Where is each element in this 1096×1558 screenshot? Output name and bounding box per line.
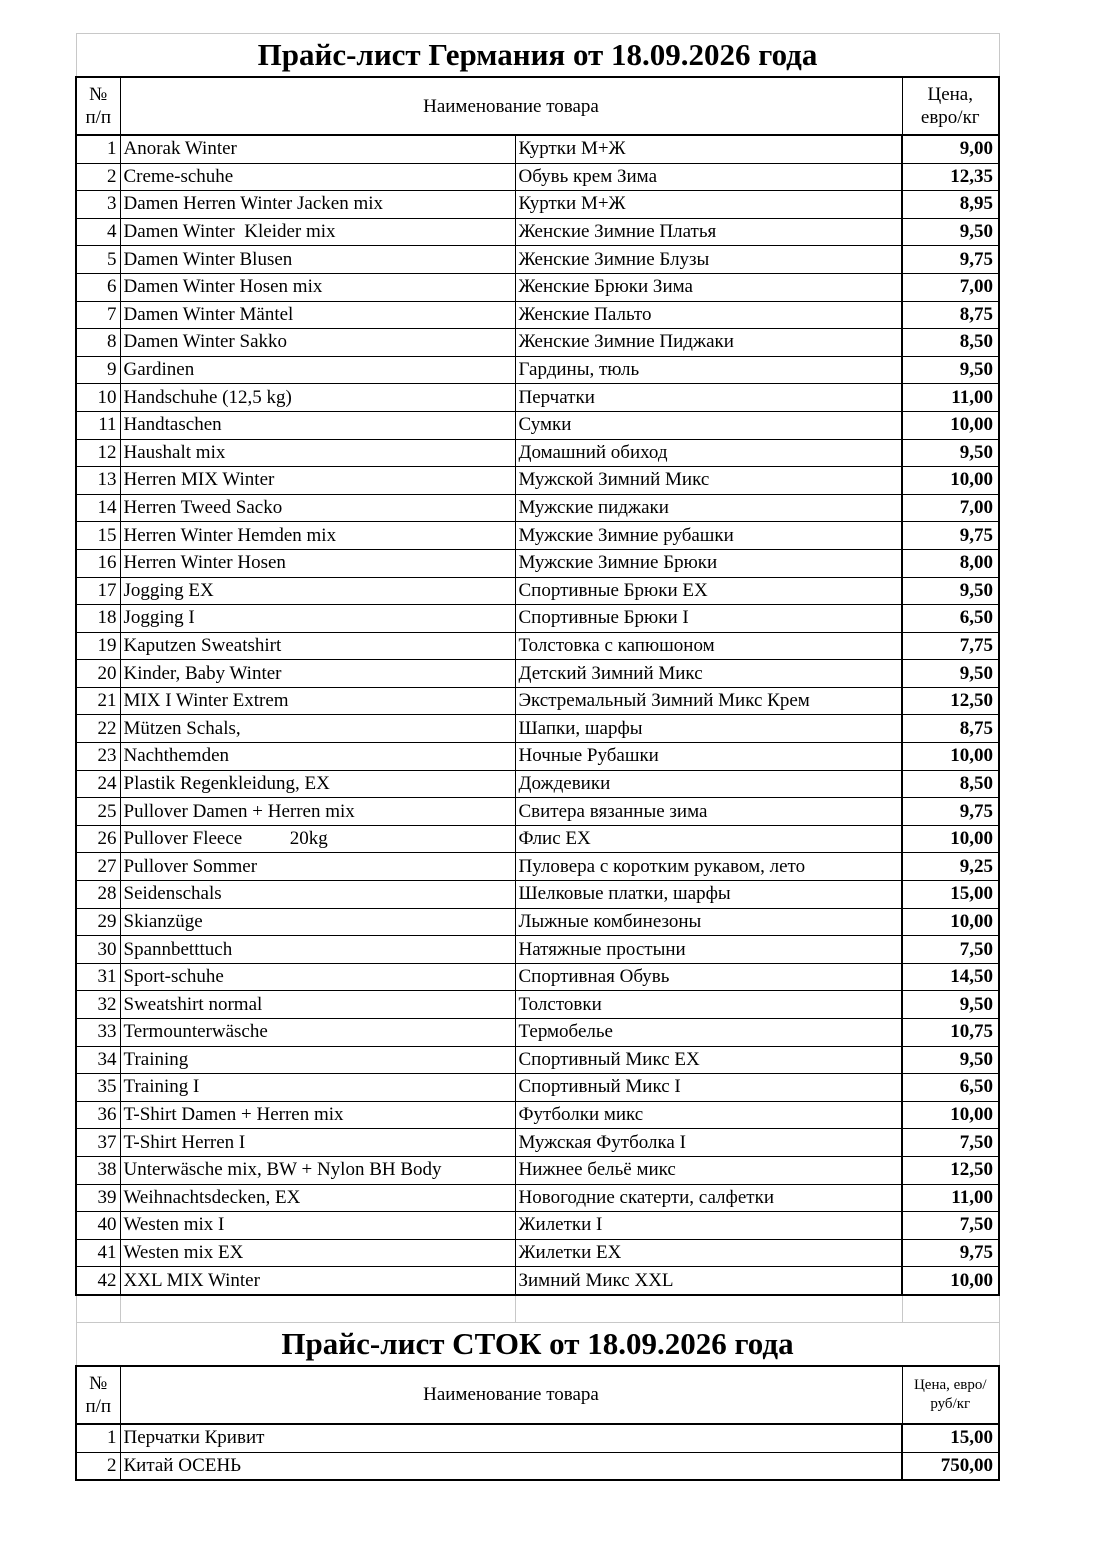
item-name-ru: Шапки, шарфы	[515, 715, 902, 743]
row-number: 18	[76, 605, 120, 633]
item-price: 12,50	[902, 1156, 999, 1184]
spacer-cell	[120, 1295, 515, 1323]
item-name-ru: Женские Пальто	[515, 301, 902, 329]
row-number: 13	[76, 467, 120, 495]
item-name-de: Kinder, Baby Winter	[120, 660, 515, 688]
table-row	[76, 467, 999, 495]
item-price: 8,75	[902, 301, 999, 329]
item-name-ru: Мужские Зимние Брюки	[515, 549, 902, 577]
item-price: 7,50	[902, 1129, 999, 1157]
item-name-de: Nachthemden	[120, 743, 515, 771]
item-name-ru: Толстовка с капюшоном	[515, 632, 902, 660]
table-row	[76, 494, 999, 522]
table-row	[76, 605, 999, 633]
item-price: 10,00	[902, 1267, 999, 1295]
item-name-de: Damen Winter Kleider mix	[120, 218, 515, 246]
row-number: 14	[76, 494, 120, 522]
row-number: 8	[76, 329, 120, 357]
item-name-de: Herren Winter Hemden mix	[120, 522, 515, 550]
row-number: 11	[76, 411, 120, 439]
row-number: 22	[76, 715, 120, 743]
stock-col-header-num-line2: п/п	[85, 1395, 112, 1417]
item-price: 6,50	[902, 605, 999, 633]
item-price: 8,75	[902, 715, 999, 743]
item-name-de: Herren Winter Hosen	[120, 549, 515, 577]
table-row	[76, 798, 999, 826]
table-row	[76, 963, 999, 991]
row-number: 42	[76, 1267, 120, 1295]
item-name-de: T-Shirt Herren I	[120, 1129, 515, 1157]
item-name-ru: Спортивные Брюки ЕХ	[515, 577, 902, 605]
item-name-de: Jogging I	[120, 605, 515, 633]
item-name-de: Seidenschals	[120, 881, 515, 909]
item-name-de: XXL MIX Winter	[120, 1267, 515, 1295]
table-row	[76, 218, 999, 246]
germany-title: Прайс-лист Германия от 18.09.2026 года	[76, 34, 999, 78]
item-name-de: T-Shirt Damen + Herren mix	[120, 1101, 515, 1129]
table-row	[76, 881, 999, 909]
row-number: 1	[76, 1424, 120, 1452]
item-name-ru: Нижнее бельё микс	[515, 1156, 902, 1184]
item-name-de: Gardinen	[120, 356, 515, 384]
stock-item-name: Перчатки Кривит	[120, 1424, 902, 1452]
row-number: 21	[76, 687, 120, 715]
item-price: 9,75	[902, 1239, 999, 1267]
item-name-ru: Свитера вязанные зима	[515, 798, 902, 826]
item-price: 12,35	[902, 163, 999, 191]
item-price: 10,00	[902, 1101, 999, 1129]
item-price: 9,25	[902, 853, 999, 881]
row-number: 3	[76, 191, 120, 219]
row-number: 27	[76, 853, 120, 881]
table-row	[76, 522, 999, 550]
table-row	[76, 991, 999, 1019]
item-name-ru: Ночные Рубашки	[515, 743, 902, 771]
table-row	[76, 356, 999, 384]
table-row	[76, 1156, 999, 1184]
row-number: 10	[76, 384, 120, 412]
item-name-de: Skianzüge	[120, 908, 515, 936]
table-row	[76, 825, 999, 853]
row-number: 19	[76, 632, 120, 660]
price-table	[75, 33, 1000, 1481]
table-row	[76, 191, 999, 219]
item-name-ru: Спортивный Микс ЕХ	[515, 1046, 902, 1074]
col-header-num-line2: п/п	[85, 107, 112, 128]
item-price: 11,00	[902, 384, 999, 412]
stock-col-header-num-line1: №	[89, 1372, 108, 1394]
row-number: 15	[76, 522, 120, 550]
stock-title-row	[76, 1322, 999, 1366]
item-price: 7,50	[902, 1212, 999, 1240]
table-row	[76, 1019, 999, 1047]
item-price: 9,50	[902, 1046, 999, 1074]
item-name-de: Mützen Schals,	[120, 715, 515, 743]
item-name-de: Training I	[120, 1074, 515, 1102]
row-number: 28	[76, 881, 120, 909]
germany-header-row	[76, 77, 999, 135]
stock-col-header-name: Наименование товара	[120, 1366, 902, 1424]
item-name-de: Damen Winter Sakko	[120, 329, 515, 357]
table-row	[76, 301, 999, 329]
row-number: 2	[76, 163, 120, 191]
item-price: 10,00	[902, 908, 999, 936]
row-number: 5	[76, 246, 120, 274]
item-name-de: Anorak Winter	[120, 135, 515, 163]
item-name-ru: Обувь крем Зима	[515, 163, 902, 191]
table-row	[76, 1212, 999, 1240]
item-price: 9,50	[902, 660, 999, 688]
row-number: 26	[76, 825, 120, 853]
item-price: 9,75	[902, 246, 999, 274]
row-number: 9	[76, 356, 120, 384]
item-price: 9,50	[902, 218, 999, 246]
item-name-de: Handtaschen	[120, 411, 515, 439]
row-number: 16	[76, 549, 120, 577]
item-name-ru: Куртки М+Ж	[515, 135, 902, 163]
spacer-cell	[515, 1295, 902, 1323]
stock-col-header-price-line2: руб/кг	[930, 1395, 971, 1412]
row-number: 24	[76, 770, 120, 798]
table-row	[76, 1101, 999, 1129]
col-header-num-line1: №	[89, 84, 108, 105]
item-name-de: Herren MIX Winter	[120, 467, 515, 495]
item-name-de: Sport-schuhe	[120, 963, 515, 991]
col-header-num	[76, 77, 120, 135]
row-number: 1	[76, 135, 120, 163]
table-row	[76, 1046, 999, 1074]
table-row	[76, 163, 999, 191]
row-number: 4	[76, 218, 120, 246]
item-name-de: Termounterwäsche	[120, 1019, 515, 1047]
col-header-price	[902, 77, 999, 135]
table-row	[76, 384, 999, 412]
item-name-de: Spannbetttuch	[120, 936, 515, 964]
row-number: 33	[76, 1019, 120, 1047]
item-name-ru: Шелковые платки, шарфы	[515, 881, 902, 909]
table-row	[76, 687, 999, 715]
item-name-de: MIX I Winter Extrem	[120, 687, 515, 715]
item-price: 14,50	[902, 963, 999, 991]
item-name-de: Westen mix I	[120, 1212, 515, 1240]
stock-col-header-price	[902, 1366, 999, 1424]
item-name-ru: Сумки	[515, 411, 902, 439]
table-row	[76, 1239, 999, 1267]
table-row	[76, 577, 999, 605]
germany-title-row	[76, 34, 999, 78]
item-name-de: Unterwäsche mix, BW + Nylon BH Body	[120, 1156, 515, 1184]
row-number: 34	[76, 1046, 120, 1074]
row-number: 40	[76, 1212, 120, 1240]
stock-col-header-price-line1: Цена, евро/	[913, 1376, 987, 1393]
item-name-ru: Мужской Зимний Микс	[515, 467, 902, 495]
row-number: 35	[76, 1074, 120, 1102]
item-price: 9,00	[902, 135, 999, 163]
table-row	[76, 549, 999, 577]
item-price: 9,50	[902, 577, 999, 605]
item-price: 8,95	[902, 191, 999, 219]
table-row	[76, 1184, 999, 1212]
row-number: 32	[76, 991, 120, 1019]
item-price: 9,75	[902, 798, 999, 826]
item-name-de: Weihnachtsdecken, EX	[120, 1184, 515, 1212]
table-row	[76, 1452, 999, 1480]
item-name-de: Pullover Fleece 20kg	[120, 825, 515, 853]
item-name-ru: Дождевики	[515, 770, 902, 798]
table-row	[76, 743, 999, 771]
item-price: 6,50	[902, 1074, 999, 1102]
item-name-de: Herren Tweed Sacko	[120, 494, 515, 522]
table-row	[76, 936, 999, 964]
item-price: 8,50	[902, 770, 999, 798]
row-number: 20	[76, 660, 120, 688]
table-row	[76, 1424, 999, 1452]
item-name-ru: Мужские Зимние рубашки	[515, 522, 902, 550]
price-list-sheet	[75, 33, 998, 1481]
row-number: 23	[76, 743, 120, 771]
item-name-ru: Мужская Футболка I	[515, 1129, 902, 1157]
item-name-de: Jogging EX	[120, 577, 515, 605]
spacer-cell	[902, 1295, 999, 1323]
item-name-ru: Детский Зимний Микс	[515, 660, 902, 688]
item-name-ru: Мужские пиджаки	[515, 494, 902, 522]
row-number: 17	[76, 577, 120, 605]
row-number: 37	[76, 1129, 120, 1157]
item-name-ru: Женские Брюки Зима	[515, 273, 902, 301]
item-name-de: Haushalt mix	[120, 439, 515, 467]
item-name-de: Pullover Damen + Herren mix	[120, 798, 515, 826]
table-row	[76, 908, 999, 936]
row-number: 6	[76, 273, 120, 301]
item-price: 9,50	[902, 356, 999, 384]
row-number: 31	[76, 963, 120, 991]
item-name-de: Handschuhe (12,5 kg)	[120, 384, 515, 412]
item-name-ru: Флис ЕХ	[515, 825, 902, 853]
item-name-ru: Новогодние скатерти, салфетки	[515, 1184, 902, 1212]
table-row	[76, 853, 999, 881]
table-row	[76, 411, 999, 439]
item-name-ru: Спортивные Брюки I	[515, 605, 902, 633]
item-price: 750,00	[902, 1452, 999, 1480]
col-header-price-line1: Цена,	[927, 84, 973, 105]
item-price: 10,00	[902, 825, 999, 853]
item-name-ru: Жилетки I	[515, 1212, 902, 1240]
item-price: 7,00	[902, 494, 999, 522]
item-name-ru: Термобелье	[515, 1019, 902, 1047]
table-row	[76, 439, 999, 467]
col-header-price-line2: евро/кг	[920, 107, 980, 128]
row-number: 36	[76, 1101, 120, 1129]
item-name-ru: Гардины, тюль	[515, 356, 902, 384]
table-row	[76, 135, 999, 163]
item-name-ru: Зимний Микс XXL	[515, 1267, 902, 1295]
item-name-ru: Перчатки	[515, 384, 902, 412]
item-price: 10,00	[902, 411, 999, 439]
table-row	[76, 273, 999, 301]
item-price: 9,75	[902, 522, 999, 550]
row-number: 12	[76, 439, 120, 467]
item-price: 11,00	[902, 1184, 999, 1212]
table-row	[76, 329, 999, 357]
row-number: 38	[76, 1156, 120, 1184]
item-name-de: Damen Winter Mäntel	[120, 301, 515, 329]
stock-col-header-num	[76, 1366, 120, 1424]
item-price: 10,00	[902, 467, 999, 495]
col-header-name: Наименование товара	[120, 77, 902, 135]
item-price: 12,50	[902, 687, 999, 715]
item-name-ru: Толстовки	[515, 991, 902, 1019]
item-name-ru: Футболки микс	[515, 1101, 902, 1129]
item-name-ru: Лыжные комбинезоны	[515, 908, 902, 936]
item-name-de: Westen mix EX	[120, 1239, 515, 1267]
item-name-de: Pullover Sommer	[120, 853, 515, 881]
table-row	[76, 770, 999, 798]
item-price: 15,00	[902, 1424, 999, 1452]
item-name-de: Damen Herren Winter Jacken mix	[120, 191, 515, 219]
item-price: 7,75	[902, 632, 999, 660]
row-number: 25	[76, 798, 120, 826]
item-name-ru: Женские Зимние Платья	[515, 218, 902, 246]
stock-title: Прайс-лист СТОК от 18.09.2026 года	[76, 1322, 999, 1366]
item-name-ru: Натяжные простыни	[515, 936, 902, 964]
row-number: 2	[76, 1452, 120, 1480]
item-price: 10,75	[902, 1019, 999, 1047]
item-price: 7,00	[902, 273, 999, 301]
item-name-de: Sweatshirt normal	[120, 991, 515, 1019]
stock-item-name: Китай ОСЕНЬ	[120, 1452, 902, 1480]
spacer-cell	[76, 1295, 120, 1323]
row-number: 7	[76, 301, 120, 329]
table-row	[76, 715, 999, 743]
table-row	[76, 1129, 999, 1157]
item-name-ru: Пуловера с коротким рукавом, лето	[515, 853, 902, 881]
table-row	[76, 1074, 999, 1102]
row-number: 29	[76, 908, 120, 936]
item-name-ru: Жилетки ЕХ	[515, 1239, 902, 1267]
item-price: 8,50	[902, 329, 999, 357]
item-name-ru: Женские Зимние Блузы	[515, 246, 902, 274]
item-price: 10,00	[902, 743, 999, 771]
item-price: 8,00	[902, 549, 999, 577]
stock-header-row	[76, 1366, 999, 1424]
table-row	[76, 632, 999, 660]
item-name-ru: Спортивная Обувь	[515, 963, 902, 991]
item-price: 7,50	[902, 936, 999, 964]
item-name-de: Plastik Regenkleidung, EX	[120, 770, 515, 798]
item-name-ru: Экстремальный Зимний Микс Крем	[515, 687, 902, 715]
table-row	[76, 246, 999, 274]
item-name-de: Damen Winter Blusen	[120, 246, 515, 274]
item-price: 15,00	[902, 881, 999, 909]
item-price: 9,50	[902, 439, 999, 467]
item-name-ru: Домашний обиход	[515, 439, 902, 467]
spacer-row	[76, 1295, 999, 1323]
item-name-de: Damen Winter Hosen mix	[120, 273, 515, 301]
row-number: 41	[76, 1239, 120, 1267]
item-price: 9,50	[902, 991, 999, 1019]
item-name-de: Creme-schuhe	[120, 163, 515, 191]
row-number: 30	[76, 936, 120, 964]
item-name-ru: Куртки М+Ж	[515, 191, 902, 219]
row-number: 39	[76, 1184, 120, 1212]
item-name-ru: Спортивный Микс I	[515, 1074, 902, 1102]
item-name-de: Training	[120, 1046, 515, 1074]
table-row	[76, 1267, 999, 1295]
item-name-ru: Женские Зимние Пиджаки	[515, 329, 902, 357]
table-row	[76, 660, 999, 688]
item-name-de: Kaputzen Sweatshirt	[120, 632, 515, 660]
